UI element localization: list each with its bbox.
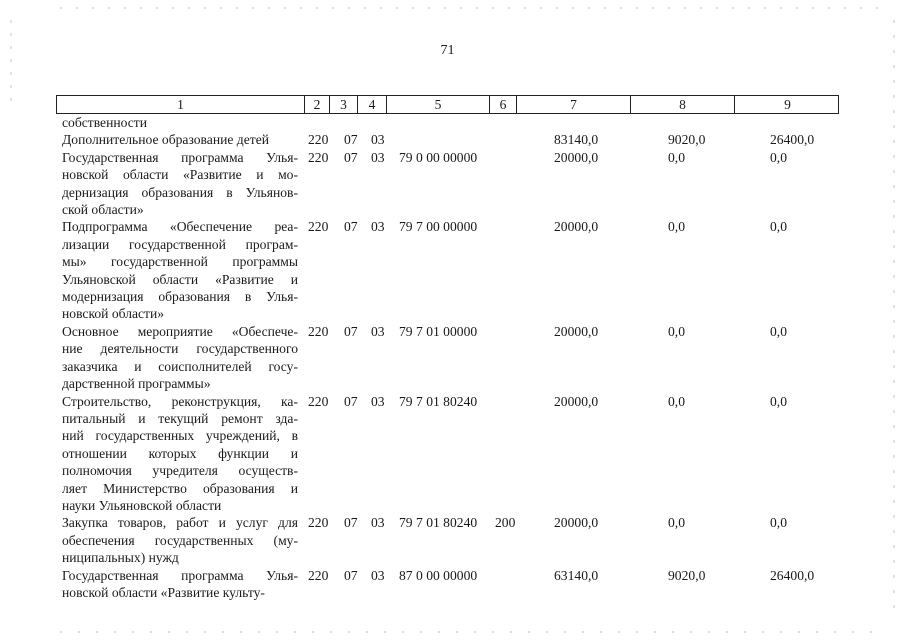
row-cell-c2: 220 (308, 132, 329, 148)
header-cell-6: 6 (489, 96, 516, 113)
row-name-line: новской области «Развитие культу- (62, 584, 265, 600)
row-name-line: науки Ульяновской области (62, 497, 222, 513)
row-cell-c3: 07 (344, 149, 358, 165)
row-cell-c2: 220 (308, 149, 329, 165)
row-name-line: Дополнительное образование детей (62, 132, 270, 148)
table-row (62, 514, 842, 566)
row-cell-c4: 03 (371, 567, 385, 583)
row-cell-c3: 07 (344, 323, 358, 339)
row-cell-c4: 03 (371, 132, 385, 148)
row-cell-c5: 79 0 00 00000 (399, 149, 478, 165)
table-row (62, 567, 842, 602)
row-name (62, 131, 298, 148)
row-cell-c3: 07 (344, 219, 358, 235)
row-cell-c8: 9020,0 (668, 132, 706, 148)
row-name-line: Закупка товаров, работ и услуг для (62, 515, 298, 531)
row-cell-c9: 26400,0 (770, 132, 815, 148)
table-body (62, 114, 842, 601)
row-name-line: дернизация образования в Ульянов- (62, 184, 298, 200)
row-name-line: дарственной программы» (62, 376, 211, 392)
row-cell-c5: 79 7 00 00000 (399, 219, 478, 235)
row-name-line: Подпрограмма «Обеспечение реа- (62, 219, 298, 235)
row-cell-c8: 0,0 (668, 149, 685, 165)
row-cell-c8: 0,0 (668, 515, 685, 531)
row-cell-c6: 200 (495, 515, 516, 531)
row-name-line: лизации государственной програм- (62, 236, 298, 252)
header-cell-7: 7 (516, 96, 630, 113)
row-name-line: полномочия учредителя осуществ- (62, 463, 298, 479)
row-name (62, 393, 298, 515)
row-cell-c7: 20000,0 (554, 515, 599, 531)
row-cell-c7: 83140,0 (554, 132, 599, 148)
row-cell-c9: 0,0 (770, 323, 787, 339)
header-cell-5: 5 (386, 96, 489, 113)
row-cell-c8: 0,0 (668, 393, 685, 409)
row-cell-c9: 26400,0 (770, 567, 815, 583)
row-cell-c5: 79 7 01 00000 (399, 323, 478, 339)
row-name-line: питальный и текущий ремонт зда- (62, 410, 298, 426)
row-cell-c3: 07 (344, 132, 358, 148)
row-cell-c5: 87 0 00 00000 (399, 567, 478, 583)
row-name-line: новской области «Развитие и мо- (62, 167, 298, 183)
row-name (62, 114, 298, 131)
table-header-row (56, 95, 839, 114)
row-cell-c2: 220 (308, 515, 329, 531)
row-name (62, 323, 298, 393)
table-row (62, 131, 842, 148)
row-cell-c3: 07 (344, 515, 358, 531)
row-name-line: Основное мероприятие «Обеспече- (62, 323, 298, 339)
row-cell-c5: 79 7 01 80240 (399, 393, 478, 409)
row-name-line: Строительство, реконструкция, ка- (62, 393, 298, 409)
row-cell-c4: 03 (371, 219, 385, 235)
row-cell-c7: 20000,0 (554, 393, 599, 409)
row-name-line: модернизация образования в Улья- (62, 289, 298, 305)
header-cell-3: 3 (329, 96, 357, 113)
row-cell-c2: 220 (308, 323, 329, 339)
row-cell-c9: 0,0 (770, 393, 787, 409)
page-number: 71 (440, 43, 455, 58)
row-cell-c9: 0,0 (770, 149, 787, 165)
row-cell-c2: 220 (308, 393, 329, 409)
row-cell-c8: 0,0 (668, 323, 685, 339)
row-name-line: мы» государственной программы (62, 254, 298, 270)
header-cell-1: 1 (177, 97, 184, 112)
table-row (62, 323, 842, 393)
row-name-line: заказчика и соисполнителей госу- (62, 358, 298, 374)
row-cell-c7: 20000,0 (554, 149, 599, 165)
header-cell-2: 2 (304, 96, 329, 113)
table-row (62, 114, 842, 131)
row-name-line: отношении которых функции и (62, 445, 298, 461)
row-cell-c4: 03 (371, 515, 385, 531)
row-cell-c7: 20000,0 (554, 219, 599, 235)
row-cell-c9: 0,0 (770, 219, 787, 235)
row-cell-c7: 20000,0 (554, 323, 599, 339)
row-name (62, 218, 298, 322)
row-name-line: Государственная программа Улья- (62, 567, 298, 583)
row-name-line: ской области» (62, 202, 144, 218)
row-name-line: ляет Министерство образования и (62, 480, 298, 496)
header-cell-9: 9 (734, 96, 840, 113)
row-name-line: ниципальных) нужд (62, 550, 179, 566)
row-cell-c8: 0,0 (668, 219, 685, 235)
row-name (62, 567, 298, 602)
row-cell-c2: 220 (308, 567, 329, 583)
header-cell-8: 8 (630, 96, 734, 113)
header-cell-4: 4 (357, 96, 386, 113)
row-cell-c9: 0,0 (770, 515, 787, 531)
table-row (62, 218, 842, 322)
table-row (62, 149, 842, 219)
row-name-line: ние деятельности государственного (62, 341, 298, 357)
row-cell-c7: 63140,0 (554, 567, 599, 583)
row-cell-c3: 07 (344, 393, 358, 409)
row-cell-c4: 03 (371, 323, 385, 339)
row-name-line: новской области» (62, 306, 165, 322)
table-row (62, 393, 842, 515)
row-name-line: Ульяновской области «Развитие и (62, 271, 298, 287)
row-name (62, 149, 298, 219)
row-name (62, 514, 298, 566)
row-name-line: собственности (62, 115, 148, 130)
row-cell-c3: 07 (344, 567, 358, 583)
row-cell-c4: 03 (371, 393, 385, 409)
row-cell-c8: 9020,0 (668, 567, 706, 583)
row-cell-c4: 03 (371, 149, 385, 165)
row-name-line: обеспечения государственных (му- (62, 532, 298, 548)
row-cell-c5: 79 7 01 80240 (399, 515, 478, 531)
row-name-line: Государственная программа Улья- (62, 149, 298, 165)
row-cell-c2: 220 (308, 219, 329, 235)
row-name-line: ний государственных учреждений, в (62, 428, 298, 444)
